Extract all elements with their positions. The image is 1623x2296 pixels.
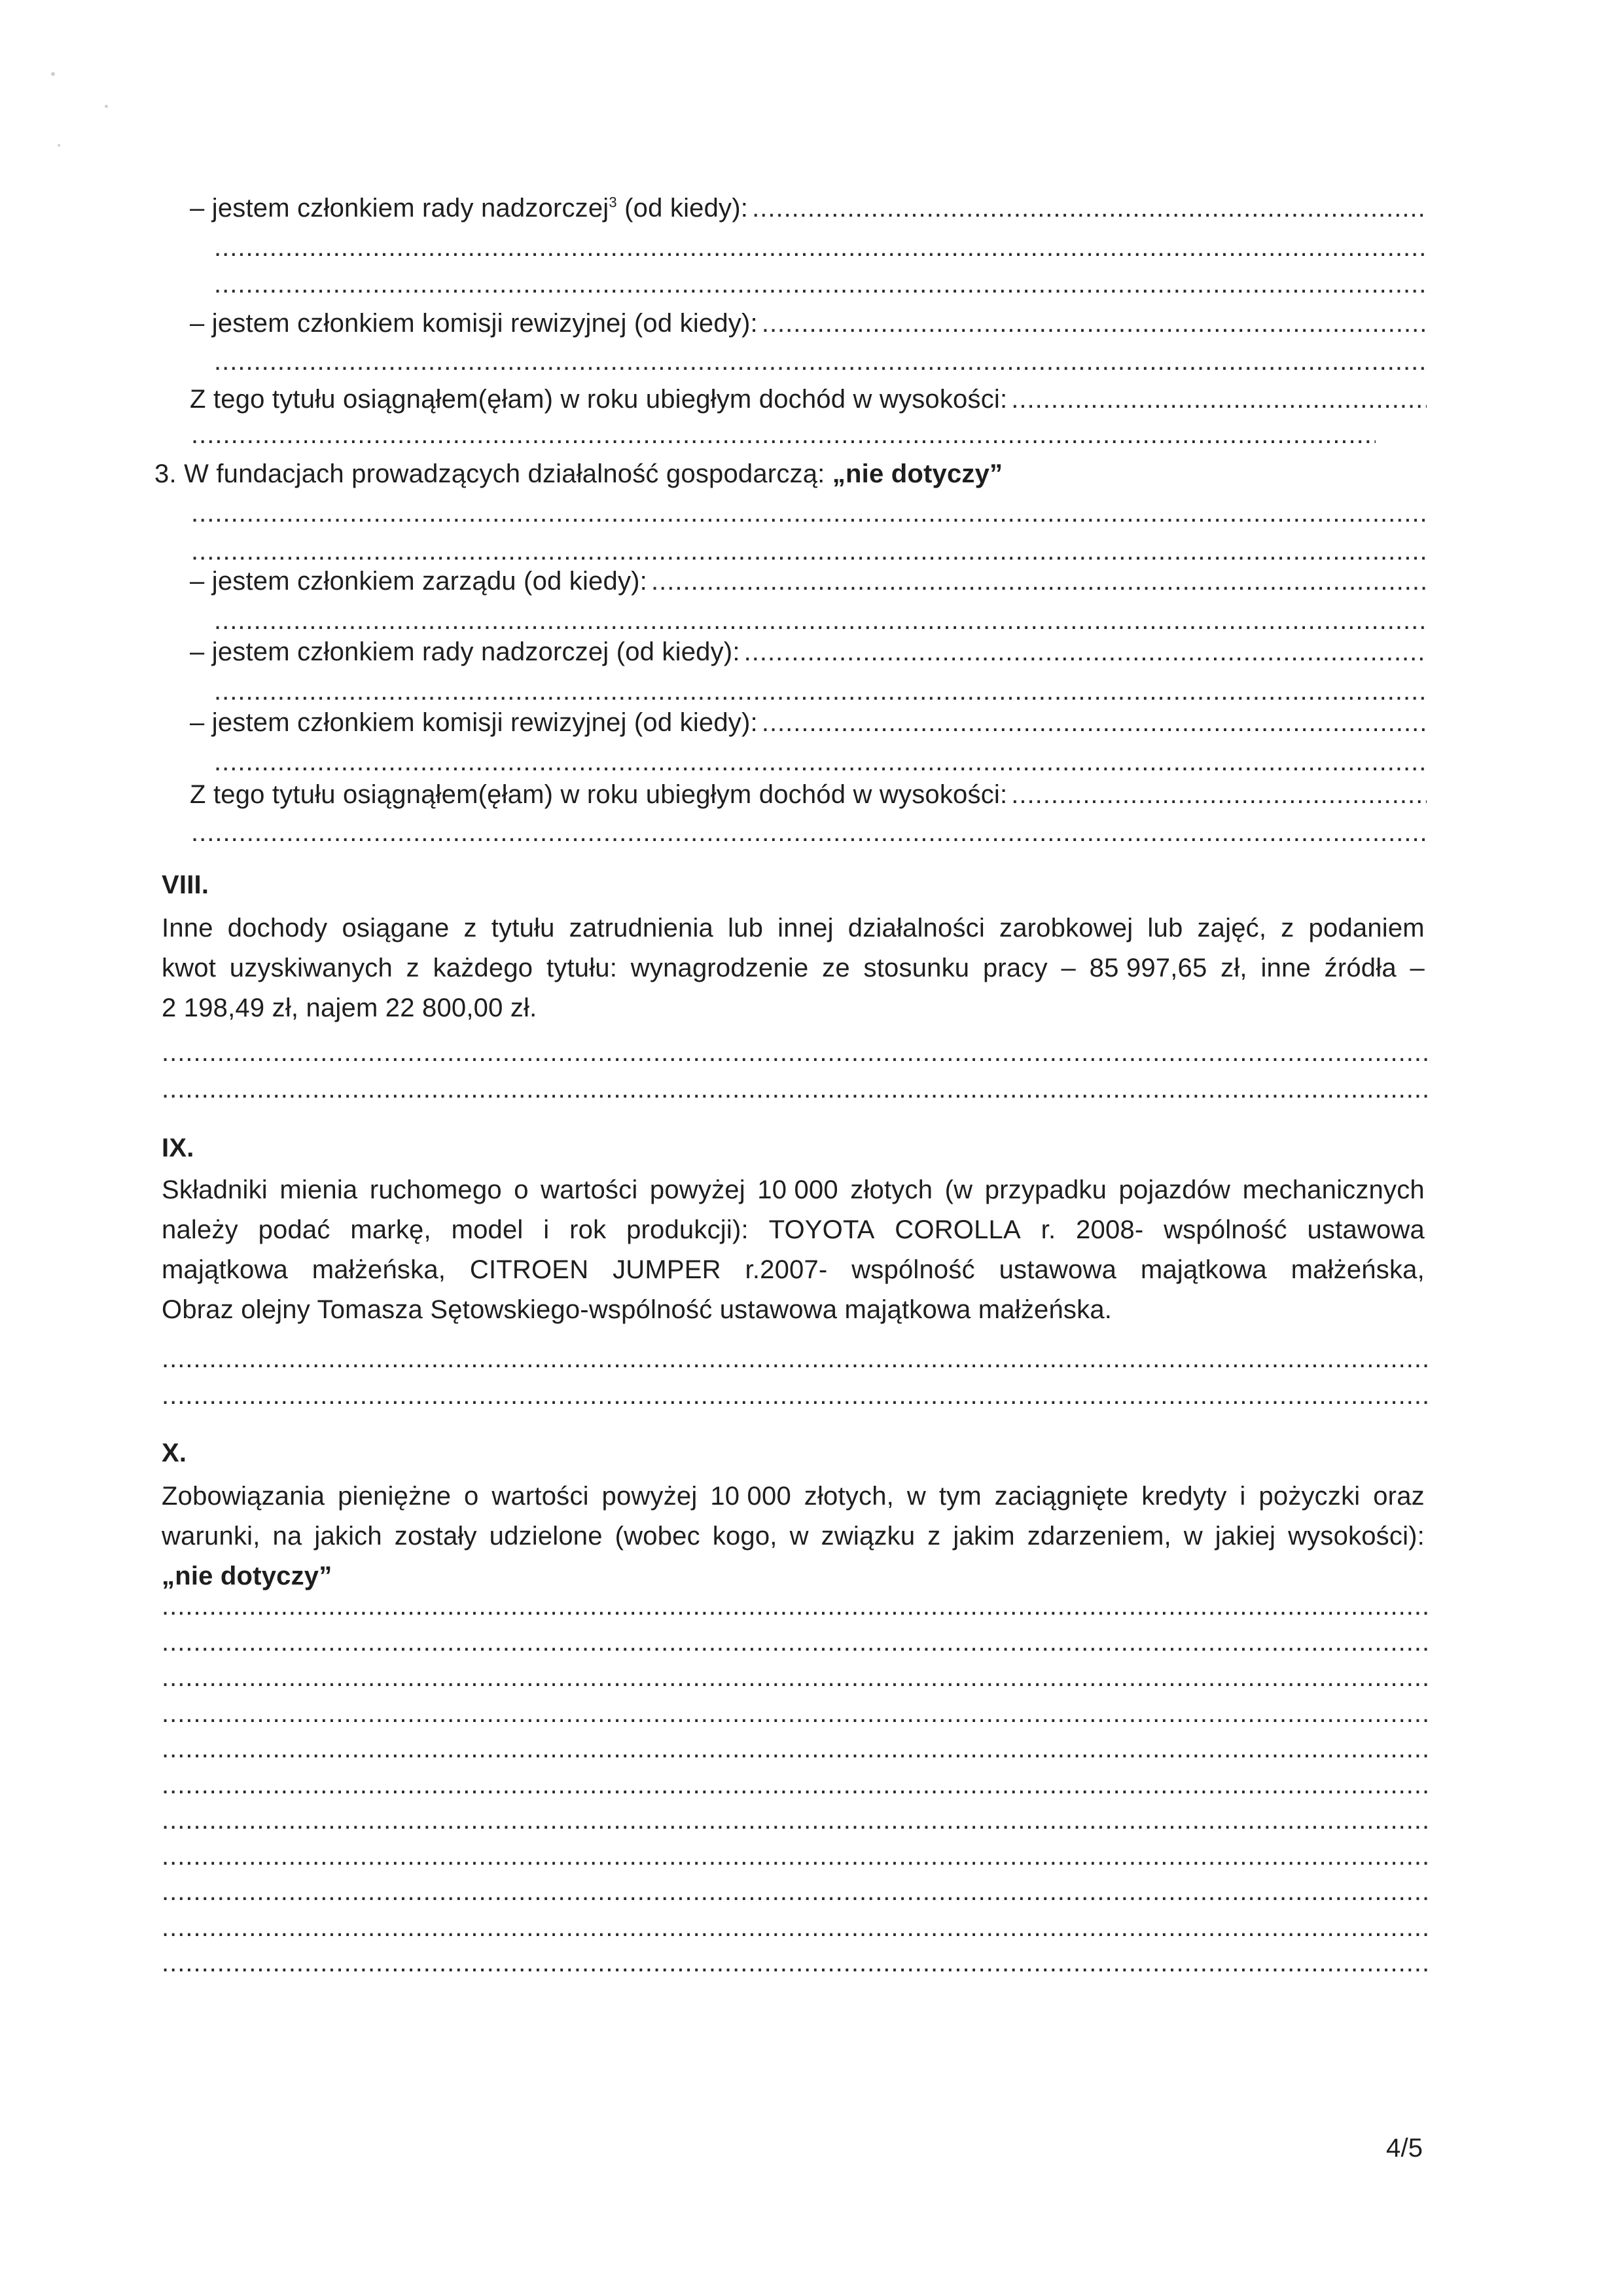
word: (w [944,1175,973,1204]
fill-line [214,747,1428,777]
word: Inne [162,914,213,942]
text-line [162,1477,1425,1516]
fill-dots [1011,385,1427,414]
fill-dots [1011,780,1427,810]
word: 10 000 [710,1482,791,1511]
fill-line [214,233,1428,262]
word: z [406,954,419,982]
word: pracy [982,954,1048,982]
word: produkcji): [626,1215,749,1244]
answer-nie-dotyczy: „nie dotyczy” [162,1562,332,1590]
word: wartości [491,1482,589,1511]
word: każdego [433,954,533,982]
text-line: Obraz olejny Tomasza Sętowskiego-wspólność ustawowa majątkowa małżeńska. [162,1295,1113,1324]
fill-line [162,1877,1428,1907]
word: powyżej [649,1175,745,1204]
word: zarobkowej [999,914,1133,942]
field-komisja-rewizyjna-3 [190,708,1427,738]
word: – [1061,954,1076,982]
word: małżeńska, [1291,1255,1425,1284]
word: ustawowa [999,1255,1117,1284]
word: złotych, [804,1482,894,1511]
word: zaciągnięte [994,1482,1129,1511]
word: Zobowiązania [162,1482,325,1511]
word: rok [569,1215,607,1244]
word: o [464,1482,479,1511]
fill-line [162,1770,1428,1800]
word: złotych [850,1175,933,1204]
word: CITROEN [469,1255,589,1284]
word: r.2007- [745,1255,828,1284]
word: kredyty [1141,1482,1227,1511]
fill-line [162,1038,1428,1067]
word: przypadku [984,1175,1107,1204]
item-3-heading: 3. W fundacjach prowadzących działalność gospodarczą: „nie dotyczy” [154,459,1003,488]
fill-line [191,818,1428,848]
fill-line [214,347,1428,376]
word: jakiej [1215,1522,1276,1551]
fill-dots [762,309,1427,338]
fill-line [162,1381,1428,1410]
word: – [1410,954,1425,982]
word: jakim [953,1522,1015,1551]
word: tytułu: [546,954,618,982]
field-label: – jestem członkiem rady nadzorczej (od kiedy): [190,637,740,666]
word: dochody [227,914,328,942]
word: pojazdów [1118,1175,1231,1204]
text-line [162,1250,1425,1290]
word: 85 997,65 [1089,954,1207,982]
word: działalności [847,914,985,942]
word: Składniki [162,1175,268,1204]
word: jakich [314,1522,382,1551]
word: (wobec [615,1522,700,1551]
word: wynagrodzenie [630,954,809,982]
field-label: – jestem członkiem zarządu (od kiedy): [190,567,647,596]
field-label: – jestem członkiem komisji rewizyjnej (od kiedy): [190,708,758,737]
word: w [906,1482,926,1511]
word: uzyskiwanych [229,954,393,982]
fill-line [214,270,1428,299]
word: oraz [1373,1482,1425,1511]
word: z [927,1522,941,1551]
word: pieniężne [338,1482,452,1511]
fill-line [162,1699,1428,1729]
word: związku [821,1522,916,1551]
section-x-text [162,1477,1425,1596]
text-line [162,948,1425,988]
fill-line [162,1913,1428,1943]
field-label: Z tego tytułu osiągnąłem(ęłam) w roku ubiegłym dochód w wysokości: [190,385,1008,414]
scan-speck [58,144,60,147]
field-rada-nadzorcza [190,194,1427,223]
field-zarzad [190,567,1427,596]
word: powyżej [601,1482,698,1511]
word: innej [777,914,834,942]
word: podaniem [1308,914,1425,942]
word: wspólność [1164,1215,1287,1244]
word: inne [1260,954,1311,982]
field-label: – jestem członkiem komisji rewizyjnej (od kiedy): [190,309,758,338]
text-line [162,1516,1425,1556]
field-label: – jestem członkiem rady nadzorczej$^3$ (od kiedy): [190,194,749,223]
word: model [451,1215,524,1244]
word: kogo, [712,1522,777,1551]
text-line: 2 198,49 zł, najem 22 800,00 zł. [162,994,537,1022]
word: zostały [394,1522,477,1551]
fill-line [162,1344,1428,1374]
word: wartości [541,1175,638,1204]
fill-line [162,1806,1428,1835]
fill-line [162,1592,1428,1621]
word: zajęć, [1197,914,1267,942]
fill-line [162,1628,1428,1657]
fill-dots [744,637,1427,667]
word: r. [1041,1215,1056,1244]
word: ruchomego [369,1175,502,1204]
section-numeral-ix: IX. [162,1134,194,1162]
fill-line [191,499,1428,528]
fill-line [162,1734,1428,1764]
field-komisja-rewizyjna [190,309,1427,338]
fill-line [162,1663,1428,1693]
word: z [1281,914,1294,942]
word: wspólność [851,1255,975,1284]
field-rada-nadzorcza-3 [190,637,1427,667]
word: o [514,1175,529,1204]
word: 2008- [1076,1215,1144,1244]
fill-line [162,1075,1428,1104]
scan-speck [105,105,108,108]
word: osiągane [342,914,450,942]
fill-line [191,537,1428,566]
word: ze [822,954,850,982]
field-dochod-3 [190,780,1427,810]
word: zdarzeniem, [1027,1522,1171,1551]
word: tytułu [491,914,555,942]
fill-line [214,606,1428,636]
word: ustawowa [1307,1215,1425,1244]
field-dochod [190,385,1427,414]
word: stosunku [863,954,970,982]
word: w [789,1522,809,1551]
word: wysokości): [1288,1522,1425,1551]
section-numeral-x: X. [162,1439,187,1467]
word: i [543,1215,550,1244]
word: zatrudnienia [569,914,714,942]
word: i [1240,1482,1246,1511]
fill-line [162,1948,1428,1978]
word: TOYOTA [768,1215,875,1244]
page-number: 4/5 [1386,2134,1423,2162]
field-label: Z tego tytułu osiągnąłem(ęłam) w roku ubiegłym dochód w wysokości: [190,780,1008,809]
word: w [1183,1522,1203,1551]
word: pożyczki [1258,1482,1361,1511]
fill-line [191,420,1376,450]
fill-dots [651,567,1427,596]
fill-line [162,1842,1428,1871]
section-viii-text [162,908,1425,1028]
section-ix-text [162,1170,1425,1330]
fill-line [214,677,1428,706]
word: 10 000 [757,1175,838,1204]
word: mienia [279,1175,358,1204]
word: majątkowa [162,1255,288,1284]
word: lub [1147,914,1183,942]
text-line [162,1170,1425,1210]
word: markę, [350,1215,431,1244]
word: mechanicznych [1242,1175,1425,1204]
section-numeral-viii: VIII. [162,870,209,899]
word: należy [162,1215,238,1244]
word: majątkowa [1140,1255,1267,1284]
text-line [162,908,1425,948]
word: udzielone [489,1522,603,1551]
fill-dots [762,708,1427,738]
word: kwot [162,954,217,982]
word: COROLLA [895,1215,1021,1244]
word: warunki, [162,1522,260,1551]
word: zł, [1221,954,1247,982]
scan-speck [51,72,55,76]
word: lub [728,914,764,942]
fill-dots [752,194,1427,223]
answer-nie-dotyczy: „nie dotyczy” [832,459,1003,488]
word: na [272,1522,302,1551]
word: źródła [1324,954,1397,982]
word: podać [258,1215,330,1244]
text-line [162,1210,1425,1250]
word: małżeńska, [312,1255,446,1284]
word: JUMPER [613,1255,721,1284]
word: z [463,914,477,942]
word: tym [938,1482,982,1511]
